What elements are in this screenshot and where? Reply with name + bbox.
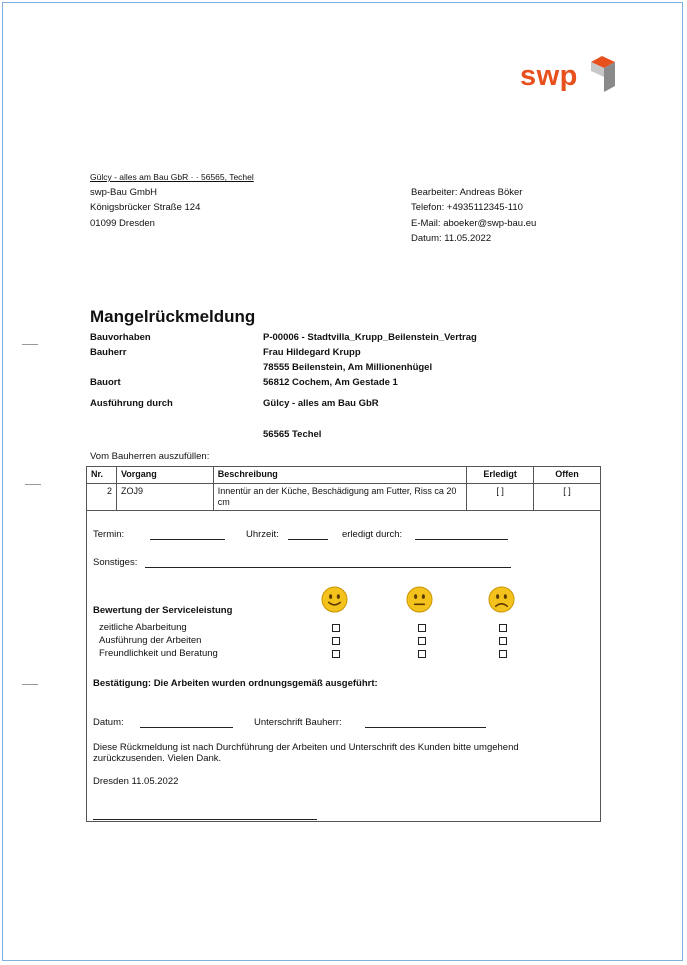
note-line: Diese Rückmeldung ist nach Durchführung der Arbeiten und Unterschrift des Kunden bitte umgehend	[93, 742, 519, 753]
recipient-street: Königsbrücker Straße 124	[90, 202, 201, 213]
rating-checkbox-neutral[interactable]	[418, 637, 426, 645]
sad-face-icon	[488, 586, 515, 613]
ausfuehrung-label: Ausführung durch	[90, 398, 173, 409]
sonstiges-label: Sonstiges:	[93, 557, 138, 568]
termin-input-line[interactable]	[150, 539, 225, 540]
rating-checkbox-bad[interactable]	[499, 624, 507, 632]
datum-input-line[interactable]	[140, 727, 233, 728]
cell-vorgang: ZOJ9	[116, 484, 213, 511]
rating-item-label: Freundlichkeit und Beratung	[99, 648, 218, 659]
table-header-row	[87, 467, 601, 484]
cell-erledigt-checkbox[interactable]: [ ]	[467, 484, 534, 511]
uhrzeit-input-line[interactable]	[288, 539, 328, 540]
table-intro: Vom Bauherren auszufüllen:	[90, 451, 210, 462]
page-title: Mangelrückmeldung	[90, 307, 256, 326]
cell-nr: 2	[87, 484, 117, 511]
rating-item-label: Ausführung der Arbeiten	[99, 635, 202, 646]
sender-line: Gülcy - alles am Bau GbR · · 56565, Techel	[90, 172, 254, 182]
datum-label: Datum:	[93, 717, 124, 728]
bauort-value: 56812 Cochem, Am Gestade 1	[263, 377, 398, 388]
header-beschreibung: Beschreibung	[213, 467, 466, 484]
defects-table	[86, 466, 601, 511]
header-offen: Offen	[534, 467, 601, 484]
termin-label: Termin:	[93, 529, 125, 540]
rating-checkbox-neutral[interactable]	[418, 624, 426, 632]
table-row	[87, 484, 601, 511]
bauherr-address: 78555 Beilenstein, Am Millionenhügel	[263, 362, 433, 373]
contact-phone: Telefon: +4935112345-110	[411, 202, 523, 213]
header-vorgang: Vorgang	[116, 467, 213, 484]
recipient-city: 01099 Dresden	[90, 218, 155, 229]
recipient-company: swp-Bau GmbH	[90, 187, 158, 198]
bauort-label: Bauort	[90, 377, 121, 388]
bauherr-name: Frau Hildegard Krupp	[263, 347, 361, 358]
logo-text: swp	[520, 60, 578, 92]
rating-checkbox-bad[interactable]	[499, 637, 507, 645]
rating-checkbox-bad[interactable]	[499, 650, 507, 658]
contact-date: Datum: 11.05.2022	[411, 233, 492, 244]
erledigt-durch-label: erledigt durch:	[342, 529, 403, 540]
neutral-face-icon	[406, 586, 433, 613]
note-line: zurückzusenden. Vielen Dank.	[93, 753, 222, 764]
uhrzeit-label: Uhrzeit:	[246, 529, 279, 540]
rating-item-label: zeitliche Abarbeitung	[99, 622, 187, 633]
rating-checkbox-good[interactable]	[332, 637, 340, 645]
fold-mark	[22, 684, 38, 685]
bauvorhaben-label: Bauvorhaben	[90, 332, 151, 343]
rating-checkbox-good[interactable]	[332, 650, 340, 658]
logo-cube-icon	[588, 53, 618, 93]
ausfuehrung-city: 56565 Techel	[263, 429, 322, 440]
rating-checkbox-neutral[interactable]	[418, 650, 426, 658]
bauvorhaben-value: P-00006 - Stadtvilla_Krupp_Beilenstein_Vertrag	[263, 332, 477, 343]
confirmation-text: Bestätigung: Die Arbeiten wurden ordnungsgemäß ausgeführt:	[93, 678, 378, 689]
header-erledigt: Erledigt	[467, 467, 534, 484]
rating-title: Bewertung der Serviceleistung	[93, 605, 233, 616]
bauherr-label: Bauherr	[90, 347, 127, 358]
signature-line[interactable]	[93, 819, 317, 820]
unterschrift-label: Unterschrift Bauherr:	[254, 717, 342, 728]
cell-offen-checkbox[interactable]: [ ]	[534, 484, 601, 511]
erledigt-durch-input-line[interactable]	[415, 539, 508, 540]
sonstiges-input-line[interactable]	[145, 567, 511, 568]
cell-beschreibung: Innentür an der Küche, Beschädigung am Futter, Riss ca 20 cm	[213, 484, 466, 511]
happy-face-icon	[321, 586, 348, 613]
contact-email: E-Mail: aboeker@swp-bau.eu	[411, 218, 537, 229]
punch-mark	[25, 484, 41, 485]
place-date: Dresden 11.05.2022	[93, 776, 179, 787]
rating-checkbox-good[interactable]	[332, 624, 340, 632]
header-nr: Nr.	[87, 467, 117, 484]
fold-mark	[22, 344, 38, 345]
unterschrift-input-line[interactable]	[365, 727, 486, 728]
ausfuehrung-value: Gülcy - alles am Bau GbR	[263, 398, 379, 409]
contact-editor: Bearbeiter: Andreas Böker	[411, 187, 523, 198]
